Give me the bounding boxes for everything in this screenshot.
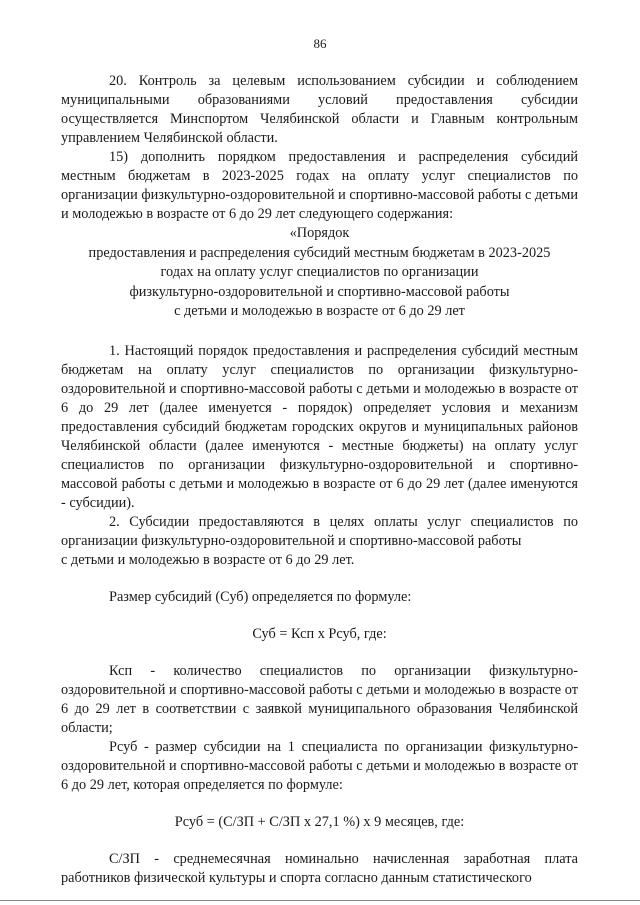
item-2: 2. Субсидии предоставляются в целях оплаты услуг специалистов по организации физкультурно-оздоровительной и спортивно-массовой работы: [61, 513, 578, 549]
order-title-line: с детьми и молодежью в возрасте от 6 до 29 лет: [174, 303, 465, 319]
definition-szp: С/ЗП - среднемесячная номинально начисленная заработная плата работников физической культуры и спорта согласно данным статистического: [61, 850, 578, 886]
formula-subsidy: Суб = Ксп х Рсуб, где:: [252, 625, 387, 642]
order-title-line: физкультурно-оздоровительной и спортивно-массовой работы: [129, 283, 510, 300]
order-title-line: предоставления и распределения субсидий местным бюджетам в 2023-2025: [88, 244, 551, 261]
page-number: 86: [313, 36, 327, 51]
paragraph-15: 15) дополнить порядком предоставления и распределения субсидий местным бюджетам в 2023-2025 годах на оплату услуг специалистов по организации физкультурно-оздоровительной и спортивно-массовой работы с детьми и молодежью в возрасте от 6 до 29 лет следующего содержания:: [61, 149, 578, 222]
paragraph-20: 20. Контроль за целевым использованием субсидии и соблюдением муниципальными образованиями условий предоставления субсидии осуществляется Минспортом Челябинской области и Главным контрольным управлением Челябинской области.: [61, 73, 578, 146]
definition-rsub: Рсуб - размер субсидии на 1 специалиста по организации физкультурно-оздоровительной и спортивно-массовой работы с детьми и молодежью в возрасте от 6 до 29 лет, которая определяется по формуле:: [61, 738, 578, 793]
page-bottom-edge: [0, 900, 640, 905]
item-1: 1. Настоящий порядок предоставления и распределения субсидий местным бюджетам на оплату услуг специалистов по организации физкультурно-оздоровительной и спортивно-массовой работы с детьми и молодежью в возрасте от 6 до 29 лет (далее именуется - порядок) определяет условия и механизм предоставления субсидий бюджетам городских округов и муниципальных районов Челябинской области (далее именуются - местные бюджеты) на оплату услуг специалистов по организации физкультурно-оздоровительной и спортивно-массовой работы с детьми и молодежью в возрасте от 6 до 29 лет (далее именуются - субсидии).: [61, 342, 578, 511]
definition-ksp: Ксп - количество специалистов по организации физкультурно-оздоровительной и спортивно-массовой работы с детьми и молодежью в возрасте от 6 до 29 лет в соответствии с заявкой муниципального образования Челябинской области;: [61, 662, 578, 736]
formula-intro: Размер субсидий (Суб) определяется по формуле:: [109, 588, 412, 605]
order-title: [61, 224, 578, 322]
order-title-line: «Порядок: [289, 225, 350, 241]
document-body: [61, 72, 578, 888]
item-2-continuation: с детьми и молодежью в возрасте от 6 до 29 лет.: [61, 551, 355, 568]
order-title-line: годах на оплату услуг специалистов по организации: [160, 264, 479, 280]
formula-rsub: Рсуб = (С/ЗП + С/ЗП х 27,1 %) х 9 месяцев, где:: [174, 813, 465, 830]
